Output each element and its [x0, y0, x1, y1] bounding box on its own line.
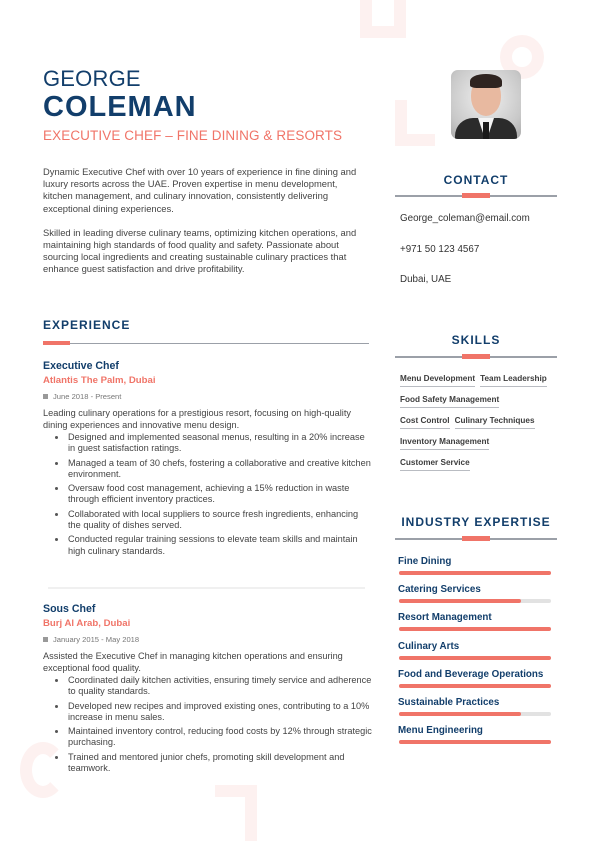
job-bullet: Trained and mentored junior chefs, promoting skill development and teamwork. [43, 752, 373, 774]
contact-email[interactable]: George_coleman@email.com [400, 213, 530, 224]
skill-tag: Cost Control [400, 416, 450, 429]
job-entry [43, 360, 373, 560]
expertise-list [398, 556, 553, 753]
job-role: Sous Chef [43, 603, 96, 615]
expertise-label: Resort Management [398, 612, 492, 624]
calendar-icon [43, 394, 48, 399]
job-description: Leading culinary operations for a prestigious resort, focusing on high-quality dining experiences and innovative menu design. [43, 408, 351, 430]
job-bullet: Designed and implemented seasonal menus, resulting in a 20% increase in guest satisfaction ratings. [43, 432, 373, 454]
skills-heading: SKILLS [451, 333, 501, 347]
expertise-bar [399, 571, 551, 575]
job-dates [43, 392, 373, 401]
job-bullet: Managed a team of 30 chefs, fostering a collaborative and creative kitchen environment. [43, 458, 373, 480]
divider-accent [462, 193, 490, 198]
expertise-bar-fill [399, 656, 551, 660]
skill-tag: Menu Development [400, 374, 475, 387]
expertise-bar [399, 656, 551, 660]
job-bullets [43, 675, 373, 774]
expertise-bar-fill [399, 740, 551, 744]
photo-hair [470, 74, 502, 88]
profile-photo [451, 70, 521, 139]
job-company: Burj Al Arab, Dubai [43, 618, 131, 629]
expertise-bar [399, 627, 551, 631]
skill-tag: Food Safety Management [400, 395, 499, 408]
expertise-label: Sustainable Practices [398, 696, 500, 708]
expertise-item [398, 584, 553, 612]
expertise-bar-fill [399, 684, 551, 688]
expertise-bar [399, 740, 551, 744]
contact-location: Dubai, UAE [400, 274, 452, 285]
profile-summary [43, 166, 368, 276]
expertise-bar [399, 684, 551, 688]
summary-paragraph: Dynamic Executive Chef with over 10 years of experience in fine dining and luxury resorts across the UAE. Proven expertise in menu development, kitchen management, and culinary innovation, consistently delivering exceptional dining experiences. [43, 166, 357, 214]
expertise-label: Menu Engineering [398, 725, 483, 737]
expertise-item [398, 725, 553, 753]
job-bullet: Conducted regular training sessions to elevate team skills and maintain high culinary standards. [43, 534, 373, 556]
expertise-bar [399, 712, 551, 716]
job-entry [43, 603, 373, 777]
job-bullet: Oversaw food cost management, achieving a 15% reduction in waste through efficient inventory practices. [43, 483, 373, 505]
job-dates-text: June 2018 - Present [53, 392, 122, 401]
expertise-label: Food and Beverage Operations [398, 668, 544, 680]
experience-divider [43, 343, 369, 344]
job-bullet: Maintained inventory control, reducing food costs by 12% through strategic purchasing. [43, 726, 373, 748]
skill-tag: Culinary Techniques [455, 416, 535, 429]
skill-tag: Inventory Management [400, 437, 489, 450]
background-decoration [215, 785, 257, 841]
expertise-heading: INDUSTRY EXPERTISE [401, 515, 551, 529]
experience-heading: EXPERIENCE [43, 318, 131, 332]
expertise-bar-fill [399, 712, 521, 716]
expertise-item [398, 556, 553, 584]
divider-accent [43, 341, 70, 345]
divider-accent [462, 354, 490, 359]
expertise-divider [395, 538, 557, 540]
job-bullet: Coordinated daily kitchen activities, ensuring timely service and adherence to quality standards. [43, 675, 373, 697]
professional-title: EXECUTIVE CHEF – FINE DINING & RESORTS [43, 128, 343, 143]
last-name: COLEMAN [43, 91, 197, 123]
job-bullets [43, 432, 373, 557]
job-dates-text: January 2015 - May 2018 [53, 635, 140, 644]
job-company: Atlantis The Palm, Dubai [43, 375, 156, 386]
contact-divider [395, 195, 557, 197]
expertise-label: Fine Dining [398, 556, 452, 567]
job-role: Executive Chef [43, 360, 119, 372]
background-decoration [395, 100, 435, 146]
skill-tag: Team Leadership [480, 374, 547, 387]
expertise-bar-fill [399, 571, 551, 575]
expertise-item [398, 641, 553, 669]
job-divider [48, 587, 365, 589]
skills-divider [395, 356, 557, 358]
background-decoration [360, 0, 406, 38]
expertise-bar-fill [399, 599, 521, 603]
job-bullet: Developed new recipes and improved existing ones, contributing to a 10% increase in menu sales. [43, 701, 373, 723]
summary-paragraph: Skilled in leading diverse culinary teams, optimizing kitchen operations, and maintaining high standards of food quality and safety. Passionate about sourcing local ingredients and creating sustainable culinary practices that enhance guest satisfaction and drive profitability. [43, 226, 357, 275]
contact-heading: CONTACT [443, 173, 509, 187]
expertise-label: Catering Services [398, 584, 481, 596]
expertise-bar-fill [399, 627, 551, 631]
expertise-item [398, 612, 553, 640]
divider-accent [462, 536, 490, 541]
expertise-item [398, 697, 553, 725]
job-bullet: Collaborated with local suppliers to source fresh ingredients, enhancing the quality of dishes served. [43, 509, 373, 531]
skill-tag: Customer Service [400, 458, 470, 471]
contact-phone[interactable]: +971 50 123 4567 [400, 244, 480, 255]
calendar-icon [43, 637, 48, 642]
photo-tie [483, 122, 489, 139]
first-name: GEORGE [43, 66, 141, 91]
expertise-bar [399, 599, 551, 603]
expertise-item [398, 669, 553, 697]
skills-list [400, 374, 560, 471]
job-dates [43, 635, 373, 644]
expertise-label: Culinary Arts [398, 640, 460, 652]
job-description: Assisted the Executive Chef in managing kitchen operations and ensuring exceptional food quality. [43, 651, 343, 673]
